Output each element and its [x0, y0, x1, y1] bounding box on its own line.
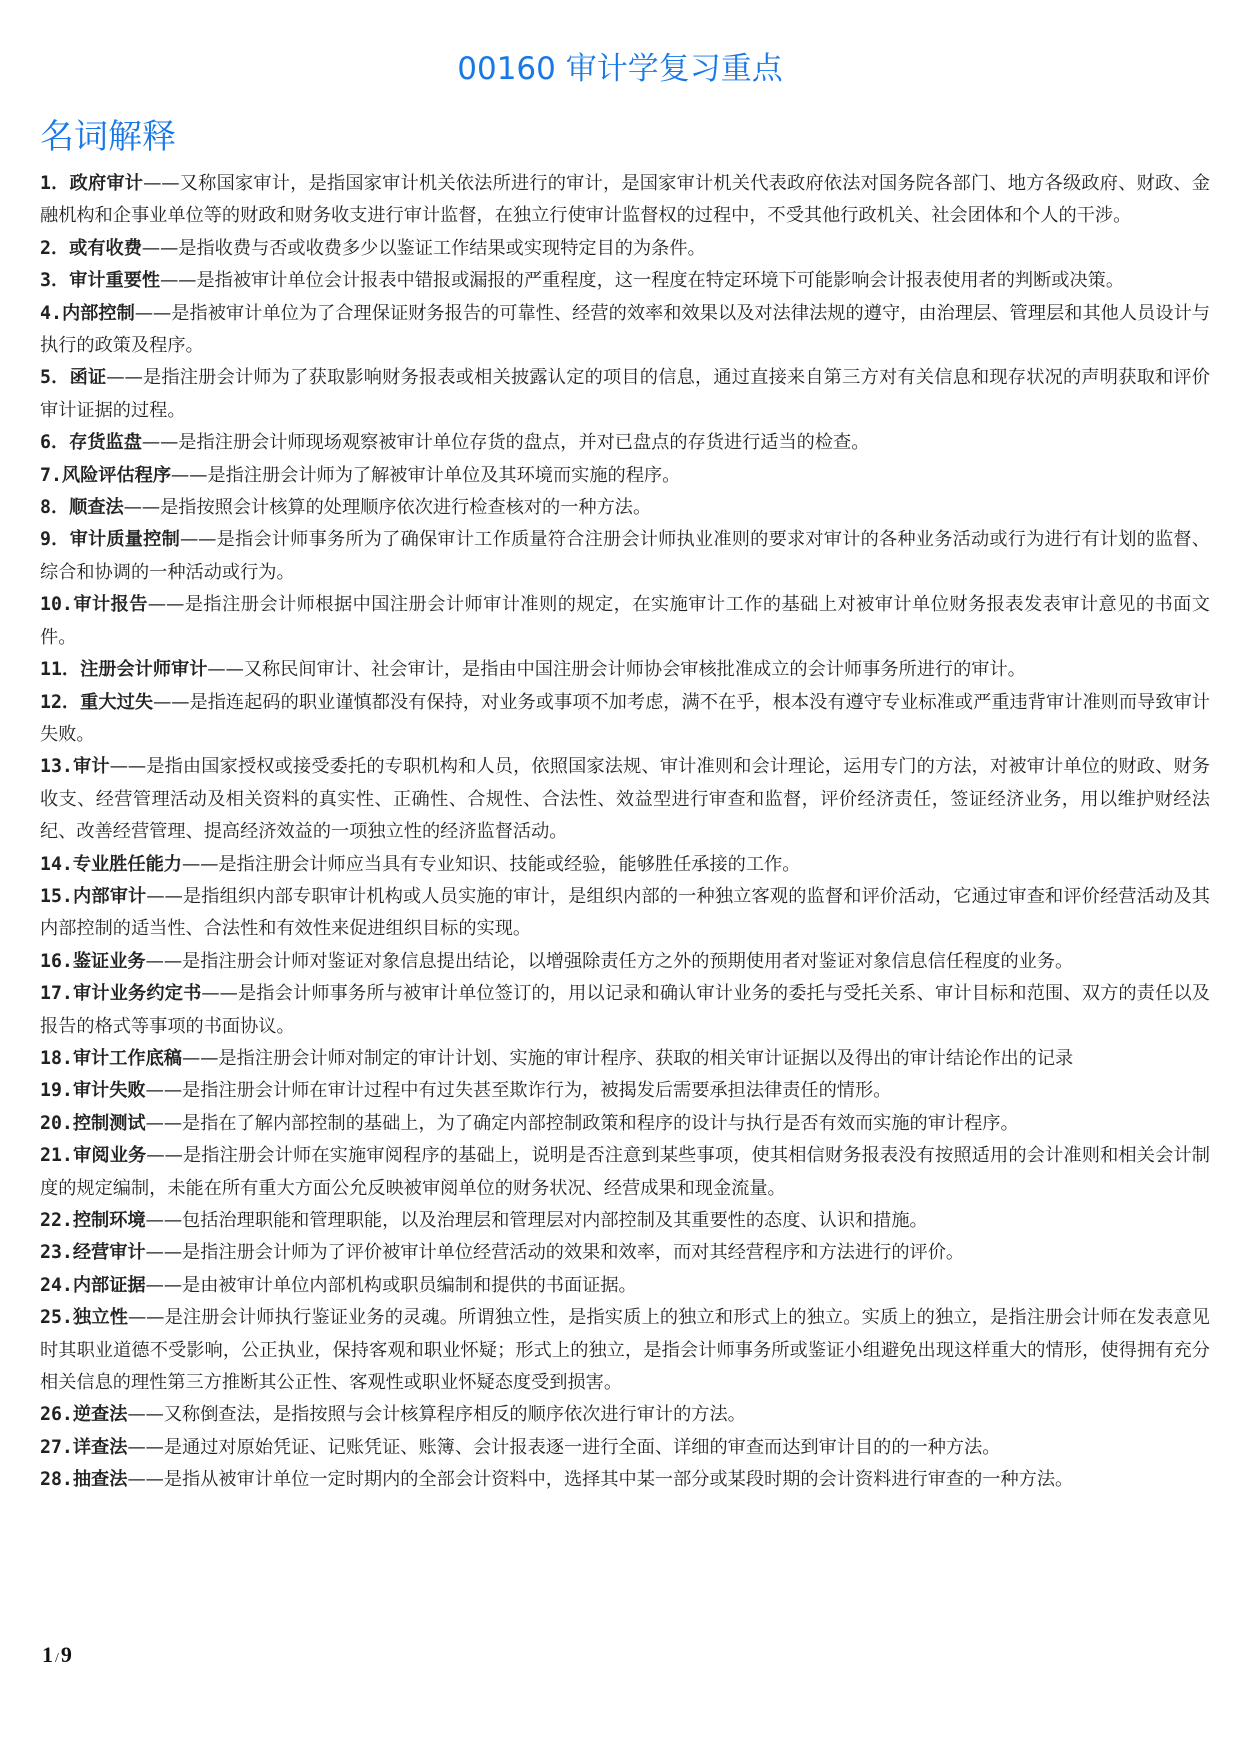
document-title: 00160 审计学复习重点: [457, 51, 783, 87]
entry-term: 独立性: [72, 1307, 129, 1329]
entry-term: 存货监盘: [69, 432, 142, 454]
entry-term: 审计报告: [72, 594, 148, 616]
entry-definition: ——是指注册会计师在审计过程中有过失甚至欺诈行为，被揭发后需要承担法律责任的情形。: [145, 1080, 892, 1102]
entry-number: 11．: [40, 659, 81, 681]
entry-term: 审计重要性: [69, 270, 161, 292]
entry-term: 详查法: [72, 1436, 128, 1458]
entry-number: 6．: [40, 432, 70, 454]
entry-number: 25.: [40, 1307, 73, 1329]
entry-definition: ——是指注册会计师对鉴证对象信息提出结论，以增强除责任方之外的预期使用者对鉴证对象信息信任程度的业务。: [145, 950, 1074, 972]
entry-term: 控制环境: [72, 1210, 146, 1231]
entry-term: 控制测试: [72, 1112, 146, 1134]
entry-number: 14.: [40, 853, 73, 875]
definition-entry: [40, 654, 1210, 686]
definition-entry: [40, 460, 1210, 492]
definition-entry: [40, 751, 1210, 848]
definition-entry: [40, 233, 1210, 265]
definition-entry: [40, 1302, 1210, 1399]
entry-definition: ——是指注册会计师为了获取影响财务报表或相关披露认定的项目的信息，通过直接来自第三方对有关信息和现存状况的声明获取和评价审计证据的过程。: [40, 367, 1210, 421]
entry-definition: ——是指连起码的职业谨慎都没有保持，对业务或事项不加考虑，满不在乎，根本没有遵守专业标准或严重违背审计准则而导致审计失败。: [40, 691, 1210, 745]
definition-entry: [40, 427, 1210, 459]
entry-definition: ——是指注册会计师为了解被审计单位及其环境而实施的程序。: [171, 464, 681, 486]
entry-number: 28.: [40, 1469, 73, 1491]
definition-entry: [40, 687, 1210, 752]
entry-term: 函证: [69, 367, 107, 389]
entry-term: 经营审计: [72, 1242, 146, 1264]
entry-term: 专业胜任能力: [72, 853, 182, 875]
entry-number: 24.: [40, 1274, 73, 1296]
entry-term: 政府审计: [69, 173, 144, 194]
entry-number: 10.: [40, 594, 73, 616]
definition-entry: [40, 849, 1210, 881]
entry-definition: ——是指注册会计师现场观察被审计单位存货的盘点，并对已盘点的存货进行适当的检查。: [141, 432, 870, 454]
entry-number: 3．: [40, 270, 70, 292]
entry-definition: ——是指由国家授权或接受委托的专职机构和人员，依照国家法规、审计准则和会计理论，运用专门的方法，对被审计单位的财政、财务收支、经营管理活动及相关资料的真实性、正确性、合规性、合法性、效益型进行审查和监督，评价经济责任，签证经济业务，用以维护财经法纪、改善经营管理、提高经济效益的一项独立性的经济监督活动。: [40, 756, 1210, 843]
entry-definition: ——是指在了解内部控制的基础上，为了确定内部控制政策和程序的设计与执行是否有效而实施的审计程序。: [145, 1112, 1019, 1134]
page-total: 9: [60, 1642, 72, 1667]
entry-term: 或有收费: [69, 237, 142, 259]
entry-number: 9．: [40, 529, 70, 551]
entry-term: 逆查法: [72, 1404, 128, 1426]
entry-definition: ——又称国家审计，是指国家审计机关依法所进行的审计，是国家审计机关代表政府依法对国务院各部门、地方各级政府、财政、金融机构和企事业单位等的财政和财务收支进行审计监督，在独立行使审计监督权的过程中，不受其他行政机关、社会团体和个人的干涉。: [40, 173, 1210, 227]
entry-number: 2．: [40, 237, 70, 259]
entry-definition: ——是指收费与否或收费多少以鉴证工作结果或实现特定目的为条件。: [141, 237, 706, 259]
definition-entry: [40, 589, 1210, 654]
entry-definition: ——是指会计师事务所为了确保审计工作质量符合注册会计师执业准则的要求对审计的各种业务活动或行为进行有计划的监督、综合和协调的一种活动或行为。: [40, 529, 1210, 583]
definition-entry: [40, 1140, 1210, 1205]
entry-number: 21.: [40, 1145, 73, 1167]
entry-definition: ——是指被审计单位为了合理保证财务报告的可靠性、经营的效率和效果以及对法律法规的遵守，由治理层、管理层和其他人员设计与执行的政策及程序。: [40, 302, 1210, 357]
definition-entry: [40, 946, 1210, 978]
definition-entry: [40, 168, 1210, 233]
entry-number: 22.: [40, 1210, 73, 1231]
definition-entry: [40, 1237, 1210, 1269]
entry-definition: ——是指注册会计师对制定的审计计划、实施的审计程序、获取的相关审计证据以及得出的审计结论作出的记录: [182, 1047, 1074, 1069]
entry-number: 5．: [40, 367, 70, 389]
entry-term: 审阅业务: [72, 1145, 147, 1167]
entry-number: 19.: [40, 1080, 73, 1102]
entry-term: 顺查法: [69, 497, 124, 519]
entry-number: 20.: [40, 1112, 73, 1134]
entry-number: 7.: [40, 464, 62, 486]
definition-entry: [40, 1464, 1210, 1496]
entry-definition: ——是指注册会计师在实施审阅程序的基础上，说明是否注意到某些事项，使其相信财务报表没有按照适用的会计准则和相关会计制度的规定编制，未能在所有重大方面公允反映被审阅单位的财务状况、经营成果和现金流量。: [40, 1145, 1210, 1199]
entry-number: 27.: [40, 1436, 73, 1458]
definition-entry: [40, 978, 1210, 1043]
definition-entry: [40, 1270, 1210, 1302]
definition-entry: [40, 298, 1210, 363]
entry-definition: ——是指注册会计师应当具有专业知识、技能或经验，能够胜任承接的工作。: [182, 853, 801, 875]
entry-number: 8．: [40, 497, 70, 519]
entry-definition: ——又称民间审计、社会审计，是指由中国注册会计师协会审核批准成立的会计师事务所进行的审计。: [207, 659, 1026, 681]
entry-definition: ——是指被审计单位会计报表中错报或漏报的严重程度，这一程度在特定环境下可能影响会计报表使用者的判断或决策。: [160, 270, 1125, 292]
definition-entry: [40, 1075, 1210, 1107]
entry-number: 16.: [40, 950, 73, 972]
entry-number: 12．: [40, 691, 81, 713]
entry-term: 重大过失: [80, 691, 154, 713]
entry-number: 1．: [40, 173, 70, 194]
entry-number: 15.: [40, 885, 73, 907]
definition-entry: [40, 881, 1210, 946]
entry-definition: ——是指组织内部专职审计机构或人员实施的审计，是组织内部的一种独立客观的监督和评价活动，它通过审查和评价经营活动及其内部控制的适当性、合法性和有效性来促进组织目标的实现。: [40, 885, 1210, 940]
entry-term: 内部控制: [61, 302, 135, 324]
entry-term: 抽查法: [72, 1469, 128, 1491]
entry-definition: ——是由被审计单位内部机构或职员编制和提供的书面证据。: [145, 1274, 637, 1296]
entry-term: 内部证据: [72, 1274, 146, 1296]
entry-number: 26.: [40, 1404, 73, 1426]
entry-term: 内部审计: [72, 885, 147, 907]
entry-term: 审计质量控制: [69, 529, 180, 551]
entry-definition: ——是指按照会计核算的处理顺序依次进行检查核对的一种方法。: [123, 497, 652, 519]
entry-term: 风险评估程序: [61, 464, 172, 486]
definition-entry: [40, 492, 1210, 524]
entry-definition: ——又称倒查法，是指按照与会计核算程序相反的顺序依次进行审计的方法。: [127, 1404, 746, 1426]
page-number: [42, 1640, 72, 1674]
entry-number: 17.: [40, 983, 73, 1005]
page-current: 1: [42, 1642, 53, 1667]
entry-term: 鉴证业务: [72, 950, 146, 972]
definition-entry: [40, 362, 1210, 427]
entry-number: 4.: [40, 302, 62, 324]
definition-entry: [40, 524, 1210, 589]
entry-term: 审计业务约定书: [72, 983, 202, 1005]
definition-entry: [40, 1043, 1210, 1075]
entry-definition: ——包括治理职能和管理职能，以及治理层和管理层对内部控制及其重要性的态度、认识和措施。: [145, 1210, 928, 1231]
definition-entry: [40, 1205, 1210, 1237]
page-separator: /: [55, 1651, 59, 1666]
entry-definition: ——是通过对原始凭证、记账凭证、账簿、会计报表逐一进行全面、详细的审查而达到审计目的的一种方法。: [127, 1436, 1001, 1458]
definition-entry: [40, 1399, 1210, 1431]
entry-number: 18.: [40, 1047, 73, 1069]
entry-term: 审计失败: [72, 1080, 146, 1102]
definition-entry: [40, 1108, 1210, 1140]
entry-term: 注册会计师审计: [80, 659, 208, 681]
entry-definition: ——是注册会计师执行鉴证业务的灵魂。所谓独立性，是指实质上的独立和形式上的独立。实质上的独立，是指注册会计师在发表意见时其职业道德不受影响，公正执业，保持客观和职业怀疑；形式上的独立，是指会计师事务所或鉴证小组避免出现这样重大的情形，使得拥有充分相关信息的理性第三方推断其公正性、客观性或职业怀疑态度受到损害。: [40, 1307, 1210, 1394]
entry-definition: ——是指注册会计师根据中国注册会计师审计准则的规定，在实施审计工作的基础上对被审计单位财务报表发表审计意见的书面文件。: [40, 594, 1210, 648]
entry-definition: ——是指注册会计师为了评价被审计单位经营活动的效果和效率，而对其经营程序和方法进行的评价。: [145, 1242, 965, 1264]
entry-number: 23.: [40, 1242, 73, 1264]
section-heading: 名词解释: [40, 117, 176, 157]
definition-entry: [40, 1432, 1210, 1464]
entry-number: 13.: [40, 756, 73, 778]
entry-term: 审计工作底稿: [72, 1047, 182, 1069]
entry-term: 审计: [72, 756, 110, 778]
entry-definition: ——是指从被审计单位一定时期内的全部会计资料中，选择其中某一部分或某段时期的会计资料进行审查的一种方法。: [127, 1469, 1074, 1491]
definition-list: [40, 168, 1210, 1497]
entry-definition: ——是指会计师事务所与被审计单位签订的，用以记录和确认审计业务的委托与受托关系、审计目标和范围、双方的责任以及报告的格式等事项的书面协议。: [40, 983, 1210, 1037]
definition-entry: [40, 265, 1210, 297]
